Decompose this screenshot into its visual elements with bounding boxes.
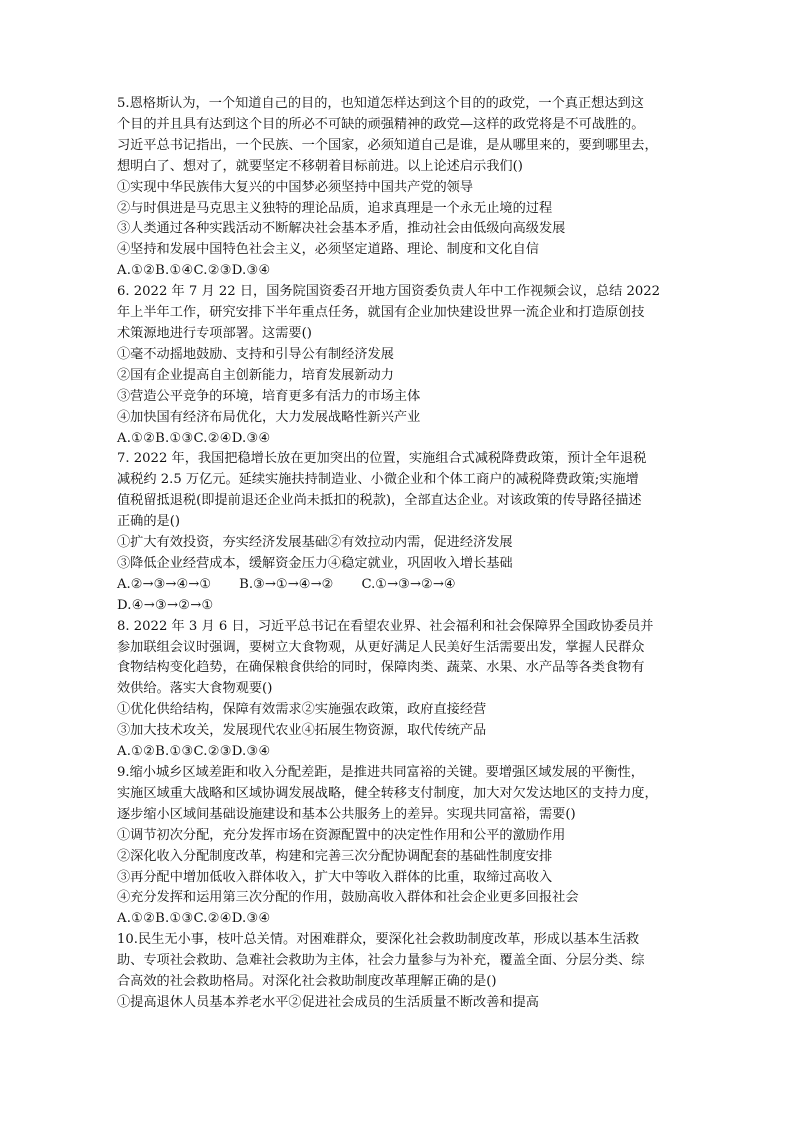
answer-choice-c: C.①→③→②→④: [361, 576, 456, 592]
option-line: ③降低企业经营成本，缓解资金压力④稳定就业，巩固收入增长基础: [117, 555, 513, 571]
option-2: ②国有企业提高自主创新能力，培育发展新动力: [117, 367, 394, 383]
question-stem-line: 合高效的社会救助格局。对深化社会救助制度改革理解正确的是(): [117, 974, 497, 990]
question-stem-line: 习近平总书记指出，一个民族、一个国家，必须知道自己是谁，是从哪里来的，要到哪里去，: [117, 137, 658, 153]
answer-choice-b: B.③→①→④→②: [239, 576, 334, 592]
question-stem-line: 5.恩格斯认为，一个知道自己的目的，也知道怎样达到这个目的的政党，一个真正想达到这: [117, 96, 644, 111]
question-stem-line: 助、专项社会救助、急难社会救助为主体，社会力量参与为补充，覆盖全面、分层分类、综: [117, 953, 645, 969]
option-line: ①扩大有效投资，夯实经济发展基础②有效拉动内需，促进经济发展: [117, 535, 513, 551]
question-6: [117, 282, 683, 449]
answer-choices: A.①②B.①③C.②③D.③④: [117, 744, 271, 760]
question-stem-line: 实施区域重大战略和区域协调发展战略，健全转移支付制度，加大对欠发达地区的支持力度，: [117, 785, 658, 801]
question-5: [117, 94, 683, 282]
question-stem-line: 逐步缩小区域间基础设施建设和基本公共服务上的差异。实现共同富裕，需要(): [117, 806, 576, 822]
question-7: [117, 449, 683, 616]
option-4: ④加快国有经济布局优化，大力发展战略性新兴产业: [117, 409, 421, 425]
question-stem-line: 10.民生无小事，枝叶总关情。对困难群众，要深化社会救助制度改革，形成以基本生活救: [117, 932, 640, 948]
option-4: ④坚持和发展中国特色社会主义，必须坚定道路、理论、制度和文化自信: [117, 242, 539, 258]
question-stem-line: 年上半年工作，研究安排下半年重点任务，就国有企业加快建设世界一流企业和打造原创技: [117, 305, 645, 321]
option-1: ①调节初次分配，充分发挥市场在资源配置中的决定性作用和公平的激励作用: [117, 827, 566, 843]
question-stem-line: 食物结构变化趋势，在确保粮食供给的同时，保障肉类、蔬菜、水果、水产品等各类食物有: [117, 660, 645, 676]
answer-choices: A.①②B.①③C.②④D.③④: [117, 911, 271, 927]
question-stem-line: 值税留抵退税(即提前退还企业尚未抵扣的税款)，全部直达企业。对该政策的传导路径描述: [117, 493, 642, 509]
question-stem-line: 正确的是(): [117, 514, 181, 530]
option-2: ②深化收入分配制度改革，构建和完善三次分配协调配套的基础性制度安排: [117, 848, 553, 864]
question-stem-line: 9.缩小城乡区域差距和收入分配差距，是推进共同富裕的关键。要增强区域发展的平衡性，: [117, 765, 644, 780]
question-stem-line: 减税约 2.5 万亿元。延续实施扶持制造业、小微企业和个体工商户的减税降费政策;实施增: [117, 472, 639, 488]
option-1: ①毫不动摇地鼓励、支持和引导公有制经济发展: [117, 346, 394, 362]
answer-choice-d: D.④→③→②→①: [117, 597, 214, 613]
question-stem-line: 想明白了、想对了，就要坚定不移朝着目标前进。以上论述启示我们(): [117, 158, 523, 174]
answer-choices: A.①②B.①③C.②④D.③④: [117, 430, 271, 446]
option-3: ③人类通过各种实践活动不断解决社会基本矛盾，推动社会由低级向高级发展: [117, 221, 566, 237]
answer-choices: A.①②B.①④C.②③D.③④: [117, 263, 271, 279]
option-3: ③营造公平竞争的环境，培育更多有活力的市场主体: [117, 388, 421, 404]
question-stem-line: 6. 2022 年 7 月 22 日，国务院国资委召开地方国资委负责人年中工作视频会议，总结 2022: [117, 284, 661, 300]
question-stem-line: 个目的并且具有达到这个目的所必不可缺的顽强精神的政党—这样的政党将是不可战胜的。: [117, 116, 645, 132]
answer-choices: [117, 575, 683, 596]
question-stem-line: 术策源地进行专项部署。这需要(): [117, 325, 312, 341]
option-line: ①提高退休人员基本养老水平②促进社会成员的生活质量不断改善和提高: [117, 994, 539, 1010]
option-line: ①优化供给结构，保障有效需求②实施强农政策，政府直接经营: [117, 702, 487, 718]
option-1: ①实现中华民族伟大复兴的中国梦必须坚持中国共产党的领导: [117, 179, 474, 195]
answer-choice-a: A.②→③→④→①: [117, 576, 212, 592]
question-10: [117, 930, 683, 1014]
option-4: ④充分发挥和运用第三次分配的作用，鼓励高收入群体和社会企业更多回报社会: [117, 890, 579, 906]
question-9: [117, 763, 683, 930]
exam-page: [117, 94, 683, 1014]
question-stem-line: 效供给。落实大食物观要(): [117, 681, 273, 697]
option-3: ③再分配中增加低收入群体收入，扩大中等收入群体的比重，取缔过高收入: [117, 869, 553, 885]
question-stem-line: 参加联组会议时强调，要树立大食物观，从更好满足人民美好生活需要出发，掌握人民群众: [117, 639, 645, 655]
option-2: ②与时俱进是马克思主义独特的理论品质，追求真理是一个永无止境的过程: [117, 200, 553, 216]
question-8: [117, 617, 683, 763]
question-stem-line: 7. 2022 年，我国把稳增长放在更加突出的位置，实施组合式减税降费政策，预计全年退税: [117, 451, 647, 467]
option-line: ③加大技术攻关，发展现代农业④拓展生物资源，取代传统产品: [117, 723, 487, 739]
question-stem-line: 8. 2022 年 3 月 6 日，习近平总书记在看望农业界、社会福利和社会保障界全国政协委员并: [117, 618, 654, 634]
